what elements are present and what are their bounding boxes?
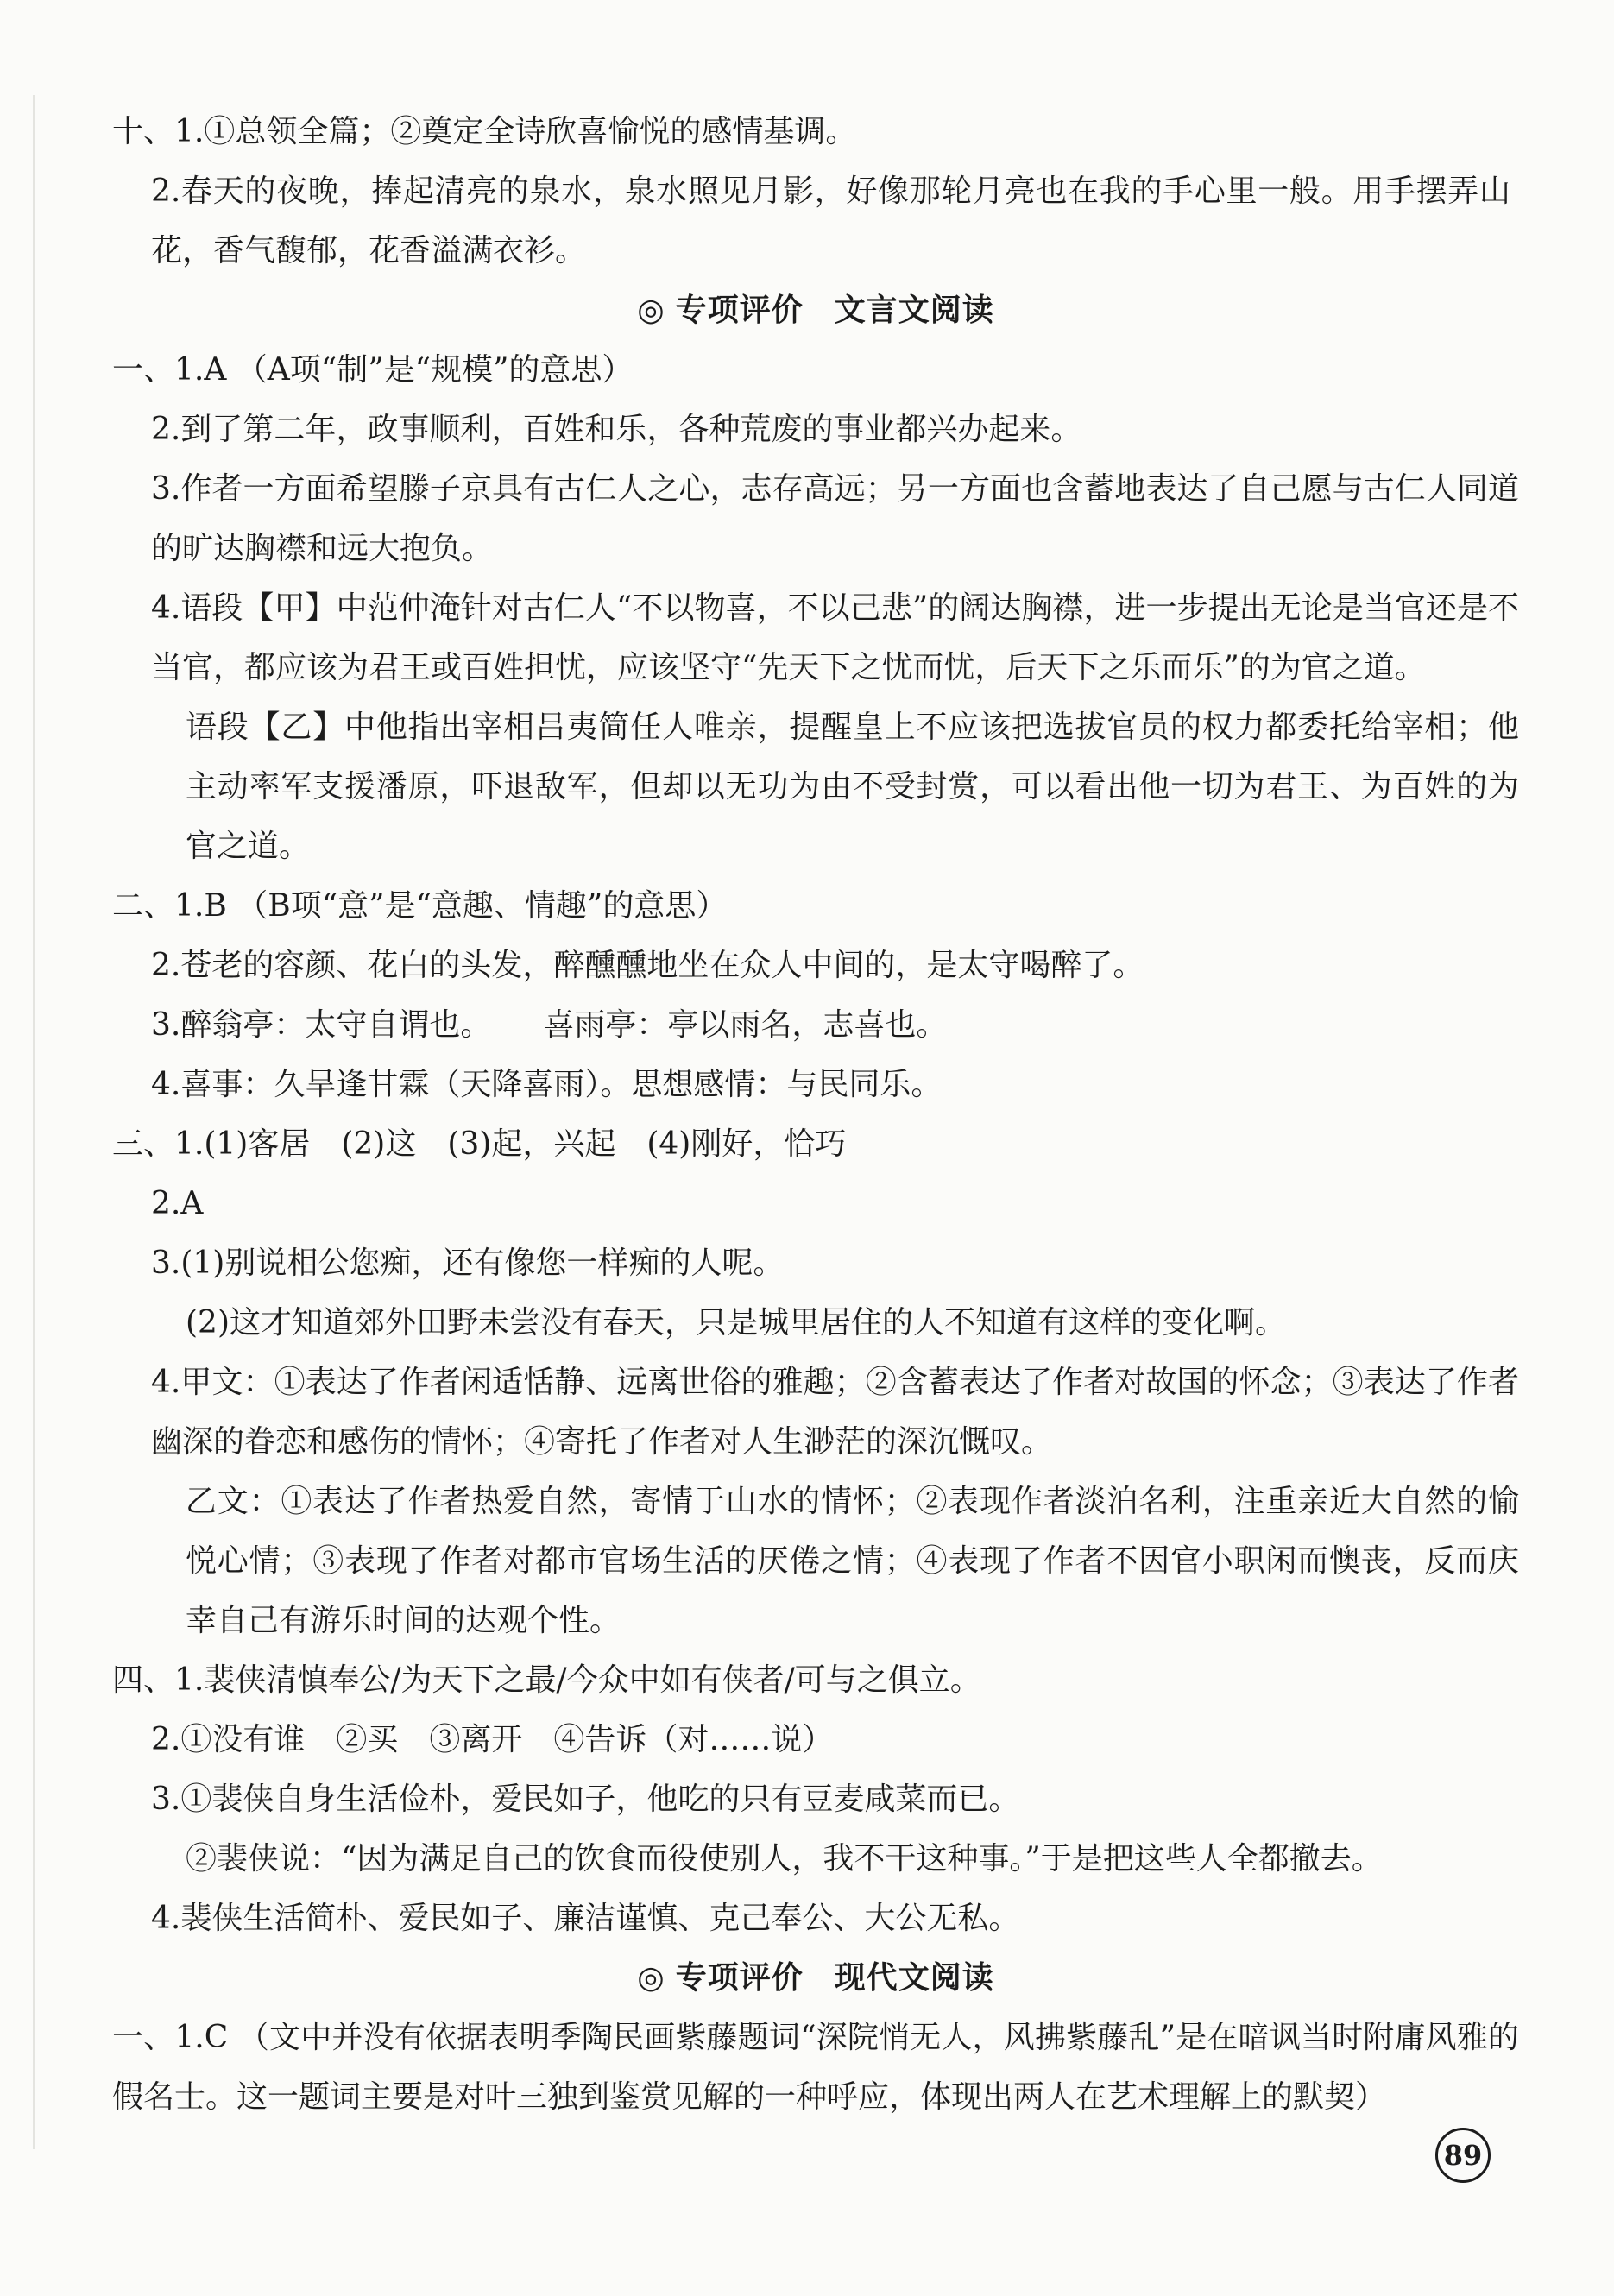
answer-3-1: 三、1.(1)客居 (2)这 (3)起，兴起 (4)刚好，恰巧: [112, 1126, 847, 1162]
answer-3-3b: (2)这才知道郊外田野未尝没有春天，只是城里居住的人不知道有这样的变化啊。: [186, 1305, 1286, 1340]
answer-4-3a: 3.①裴侠自身生活俭朴，爱民如子，他吃的只有豆麦咸菜而已。: [151, 1782, 1020, 1817]
answer-1-3: 3.作者一方面希望滕子京具有古仁人之心，志存高远；另一方面也含蓄地表达了自己愿与古仁人同道的旷达胸襟和远大抱负。: [151, 471, 1519, 566]
section-heading-modern: [112, 1948, 1519, 2008]
answer-1-1: 一、1.A （A项“制”是“规模”的意思）: [112, 352, 634, 388]
heading-label: 专项评价: [675, 293, 804, 328]
answer-2-3-part-b: 喜雨亭：亭以雨名，志喜也。: [543, 1007, 948, 1043]
answer-10-2: 2.春天的夜晚，捧起清亮的泉水，泉水照见月影，好像那轮月亮也在我的手心里一般。用手摆弄山花，香气馥郁，花香溢满衣衫。: [151, 173, 1510, 268]
answer-content: [112, 102, 1519, 2127]
answer-3-4b: 乙文：①表达了作者热爱自然，寄情于山水的情怀；②表现作者淡泊名利，注重亲近大自然的愉悦心情；③表现了作者对都市官场生活的厌倦之情；④表现了作者不因官小职闲而懊丧，反而庆幸自己有游乐时间的达观个性。: [186, 1484, 1519, 1638]
heading-label: 专项评价: [675, 1960, 804, 1996]
answer-5-1: 一、1.C （文中并没有依据表明季陶民画紫藤题词“深院悄无人，风拂紫藤乱”是在暗讽当时附庸风雅的假名士。这一题词主要是对叶三独到鉴赏见解的一种呼应，体现出两人在艺术理解上的默契）: [112, 2020, 1519, 2115]
answer-10-1: 十、1.①总领全篇；②奠定全诗欣喜愉悦的感情基调。: [112, 114, 857, 149]
answer-4-2: 2.①没有谁 ②买 ③离开 ④告诉（对……说）: [151, 1722, 834, 1757]
answer-3-4a: 4.甲文：①表达了作者闲适恬静、远离世俗的雅趣；②含蓄表达了作者对故国的怀念；③表达了作者幽深的眷恋和感伤的情怀；④寄托了作者对人生渺茫的深沉慨叹。: [151, 1365, 1519, 1460]
circle-mark-icon: ◎: [637, 293, 665, 328]
page-number-badge: 89: [1435, 2128, 1491, 2183]
answer-2-2: 2.苍老的容颜、花白的头发，醉醺醺地坐在众人中间的，是太守喝醉了。: [151, 948, 1144, 983]
answer-1-2: 2.到了第二年，政事顺利，百姓和乐，各种荒废的事业都兴办起来。: [151, 412, 1082, 447]
answer-2-3-part-a: 3.醉翁亭：太守自谓也。: [151, 1007, 492, 1043]
answer-1-4b: 语段【乙】中他指出宰相吕夷简任人唯亲，提醒皇上不应该把选拔官员的权力都委托给宰相；他主动率军支援潘原，吓退敌军，但却以无功为由不受封赏，可以看出他一切为君王、为百姓的为官之道。: [186, 710, 1519, 864]
answer-4-3b: ②裴侠说：“因为满足自己的饮食而役使别人，我不干这种事。”于是把这些人全都撤去。: [186, 1841, 1383, 1877]
answer-3-2: 2.A: [151, 1186, 204, 1221]
circle-mark-icon: ◎: [637, 1960, 665, 1996]
binding-edge-line: [33, 95, 35, 2149]
section-heading-classical: [112, 281, 1519, 340]
answer-4-4: 4.裴侠生活简朴、爱民如子、廉洁谨慎、克己奉公、大公无私。: [151, 1901, 1020, 1936]
answer-3-3a: 3.(1)别说相公您痴，还有像您一样痴的人呢。: [151, 1246, 785, 1281]
answer-2-1: 二、1.B （B项“意”是“意趣、情趣”的意思）: [112, 888, 728, 924]
heading-title: 文言文阅读: [834, 293, 994, 328]
answer-2-4: 4.喜事：久旱逢甘霖（天降喜雨）。思想感情：与民同乐。: [151, 1067, 943, 1102]
answer-1-4a: 4.语段【甲】中范仲淹针对古仁人“不以物喜，不以己悲”的阔达胸襟，进一步提出无论是当官还是不当官，都应该为君王或百姓担忧，应该坚守“先天下之忧而忧，后天下之乐而乐”的为官之道。: [151, 590, 1519, 685]
answer-2-3: [112, 995, 1519, 1055]
answer-4-1: 四、1.裴侠清慎奉公/为天下之最/今众中如有侠者/可与之俱立。: [112, 1662, 981, 1698]
heading-title: 现代文阅读: [834, 1960, 994, 1996]
